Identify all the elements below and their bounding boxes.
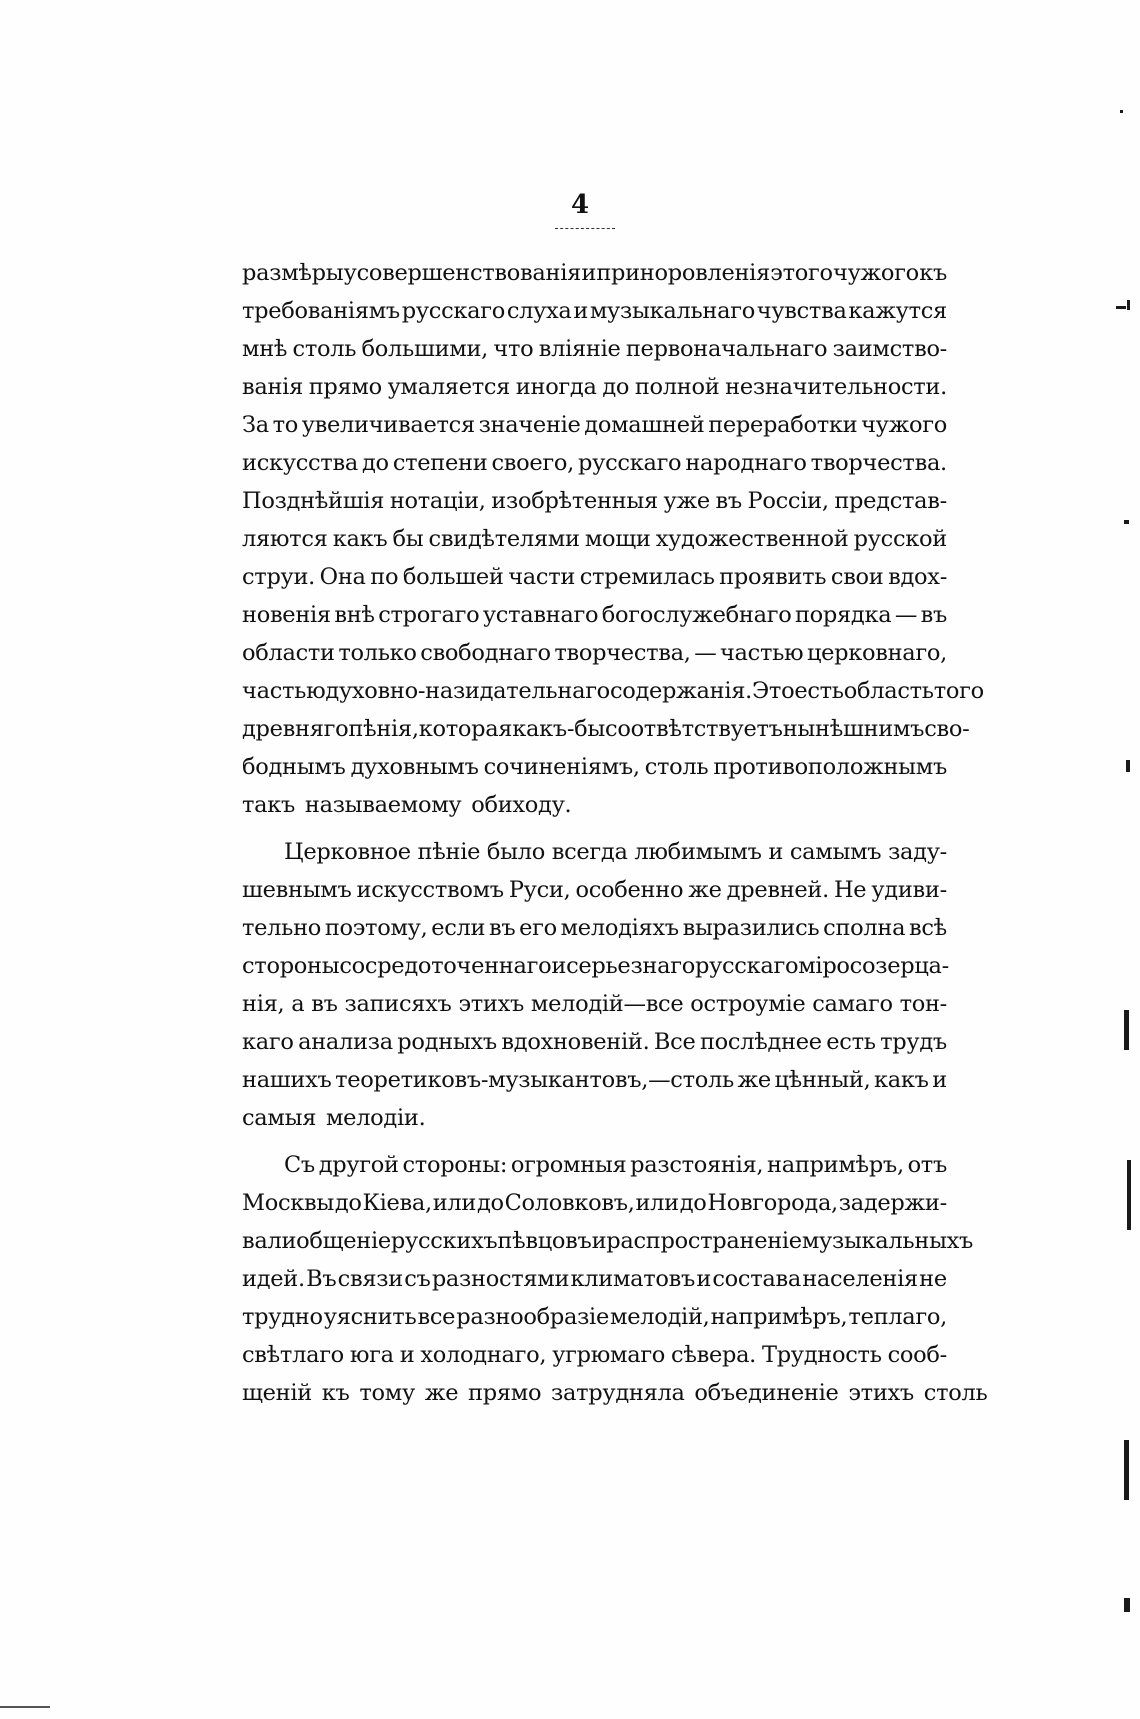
text-line: идей. Въ связи съ разностями климатовъ и состава населенія не (242, 1266, 947, 1292)
text-line: искусства до степени своего, русскаго народнаго творчества. (242, 450, 947, 476)
text-line: Съ другой стороны: огромныя разстоянія, напримѣръ, отъ (284, 1152, 947, 1178)
text-line: каго анализа родныхъ вдохновеній. Все послѣднее есть трудъ (242, 1029, 947, 1055)
text-line: Церковное пѣніе было всегда любимымъ и самымъ заду- (284, 839, 947, 865)
text-line: боднымъ духовнымъ сочиненіямъ, столь противоположнымъ (242, 754, 947, 780)
text-line: вали общеніе русскихъ пѣвцовъ и распространеніе музыкальныхъ (242, 1228, 974, 1254)
text-line: такъ называемому обиходу. (242, 792, 572, 818)
text-line: размѣры усовершенствованія и приноровленія этого чужого къ (242, 260, 947, 286)
text-line: тельно поэтому, если въ его мелодіяхъ выразились сполна всѣ (242, 915, 947, 941)
text-line: нія, а въ записяхъ этихъ мелодій—все остроуміе самаго тон- (242, 991, 947, 1017)
scan-edge-line (0, 1706, 50, 1708)
text-line: ванія прямо умаляется иногда до полной незначительности. (242, 374, 947, 400)
text-line: струи. Она по большей части стремилась проявить свои вдох- (242, 564, 947, 590)
paragraph (242, 254, 984, 824)
text-line: области только свободнаго творчества, — частью церковнаго, (242, 640, 947, 666)
body-text (242, 254, 988, 1412)
text-line: стороны сосредоточеннаго и серьезнаго русскаго міросозерца- (242, 953, 949, 979)
scan-speck (1126, 760, 1130, 772)
scan-speck (1116, 306, 1126, 309)
text-line: Москвы до Кіева, или до Соловковъ, или до Новгорода, задержи- (242, 1190, 947, 1216)
scan-speck (1124, 520, 1129, 524)
scan-speck (1127, 300, 1130, 310)
text-line: древняго пѣнія, которая какъ-бы соотвѣтствуетъ нынѣшнимъ сво- (242, 716, 970, 742)
text-line: За то увеличивается значеніе домашней переработки чужого (242, 412, 947, 438)
text-line: самыя мелодіи. (242, 1105, 426, 1131)
text-line: щеній къ тому же прямо затрудняла объединеніе этихъ столь (242, 1380, 988, 1406)
paragraph (242, 833, 947, 1137)
text-line: мнѣ столь большими, что вліяніе первоначальнаго заимство- (242, 336, 947, 362)
text-line: свѣтлаго юга и холоднаго, угрюмаго сѣвера. Трудность сооб- (242, 1342, 947, 1368)
page-number-rule (555, 228, 615, 229)
scan-speck (1127, 1160, 1131, 1230)
scan-speck (1124, 1010, 1129, 1050)
page-number: 4 (570, 190, 590, 220)
text-line: частью духовно-назидательнаго содержанія. Это есть область того (242, 678, 984, 704)
text-line: новенія внѣ строгаго уставнаго богослужебнаго порядка — въ (242, 602, 947, 628)
scan-speck (1120, 110, 1123, 113)
paragraph (242, 1146, 988, 1412)
text-line: нашихъ теоретиковъ-музыкантовъ,—столь же цѣнный, какъ и (242, 1067, 947, 1093)
scan-speck (1124, 1440, 1129, 1500)
text-line: требованіямъ русскаго слуха и музыкальнаго чувства кажутся (242, 298, 947, 324)
text-line: трудно уяснить все разнообразіе мелодій, напримѣръ, теплаго, (242, 1304, 947, 1330)
text-line: ляются какъ бы свидѣтелями мощи художественной русской (242, 526, 947, 552)
text-line: Позднѣйшія нотаціи, изобрѣтенныя уже въ Россіи, представ- (242, 488, 947, 514)
text-line: шевнымъ искусствомъ Руси, особенно же древней. Не удиви- (242, 877, 947, 903)
scan-speck (1124, 1598, 1130, 1612)
